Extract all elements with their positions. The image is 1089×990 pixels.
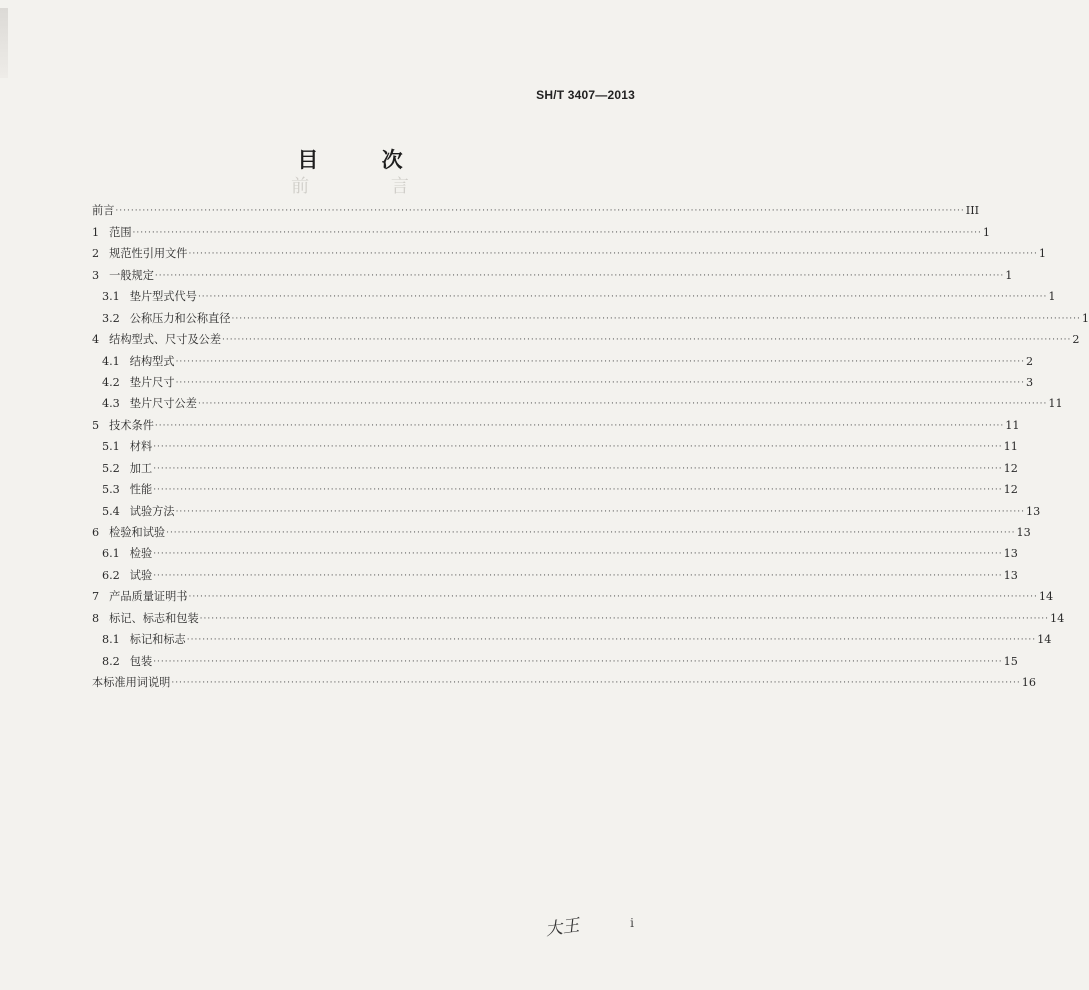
toc-entry-label: 垫片尺寸 xyxy=(129,375,175,389)
toc-entry-label: 包装 xyxy=(129,654,153,668)
page-folio: i xyxy=(630,916,634,930)
toc-entry[interactable] xyxy=(92,519,1031,540)
toc-entry-label: 技术条件 xyxy=(109,418,154,432)
toc-entry-label: 公称压力和公称直径 xyxy=(129,311,231,325)
toc-entry-page: 13 xyxy=(1025,504,1041,518)
toc-entry-label: 范围 xyxy=(109,225,132,239)
toc-title: 目 次 xyxy=(297,148,431,172)
toc-entry-number: 5.3 xyxy=(102,483,120,497)
toc-entry[interactable] xyxy=(92,347,1034,368)
bleed-through-title: 前 言 xyxy=(291,176,447,197)
toc-entry[interactable] xyxy=(92,561,1018,582)
toc-entry-page: 13 xyxy=(1003,547,1018,561)
toc-entry[interactable] xyxy=(92,497,1041,518)
toc-entry-label: 一般规定 xyxy=(109,268,154,282)
dot-leader: ···························································································································································································································· xyxy=(171,678,1021,689)
toc-entry[interactable] xyxy=(92,326,1080,347)
toc-entry[interactable] xyxy=(92,411,1020,432)
toc-entry[interactable] xyxy=(92,647,1018,668)
toc-entry-label: 检验 xyxy=(129,547,153,561)
dot-leader: ···························································································································································································································· xyxy=(197,292,1048,303)
toc-entry-number: 5.2 xyxy=(102,461,120,475)
toc-entry-number: 6.2 xyxy=(102,568,120,582)
toc-entry[interactable] xyxy=(92,540,1018,561)
toc-entry-label: 结构型式、尺寸及公差 xyxy=(109,333,222,347)
toc-entry-page: 14 xyxy=(1038,590,1054,604)
dot-leader: ···························································································································································································································· xyxy=(153,463,1003,474)
dot-leader: ···························································································································································································································· xyxy=(153,656,1003,667)
toc-entry-page: 2 xyxy=(1072,333,1080,347)
toc-entry-number: 8.2 xyxy=(102,654,120,668)
toc-entry[interactable] xyxy=(92,369,1034,390)
toc-entry-label: 材料 xyxy=(129,440,153,454)
toc-entry[interactable] xyxy=(92,669,1036,690)
dot-leader: ···························································································································································································································· xyxy=(175,356,1025,367)
toc-entry[interactable] xyxy=(92,583,1054,604)
toc-entry-page: 13 xyxy=(1016,526,1031,539)
toc-entry-number: 4.2 xyxy=(102,375,120,389)
toc-entry[interactable] xyxy=(92,604,1065,625)
toc-entry-label: 前言 xyxy=(92,204,115,218)
dot-leader: ···························································································································································································································· xyxy=(153,442,1003,453)
toc-entry-label: 标记和标志 xyxy=(129,633,186,647)
toc-entry-label: 产品质量证明书 xyxy=(109,590,188,604)
toc-entry-number: 7 xyxy=(92,590,100,604)
toc-entry-number: 5.1 xyxy=(102,440,120,454)
toc-entry-page: 1 xyxy=(982,225,991,239)
toc-entry-number: 5 xyxy=(92,418,100,432)
toc-entry-label: 试验 xyxy=(129,568,153,582)
toc-entry-page: 12 xyxy=(1003,483,1018,497)
toc-entry-number: 1 xyxy=(92,225,100,239)
toc-entry-number: 4 xyxy=(92,333,100,347)
toc-entry-page: 11 xyxy=(1003,440,1018,454)
toc-entry-page: 1 xyxy=(1081,311,1089,325)
toc-entry-number: 4.3 xyxy=(102,397,120,411)
toc-entry-number: 5.4 xyxy=(102,504,120,518)
toc-entry-page: 14 xyxy=(1037,633,1052,647)
dot-leader: ···························································································································································································································· xyxy=(115,206,965,217)
toc-entry[interactable] xyxy=(92,240,1046,261)
dot-leader: ···························································································································································································································· xyxy=(199,613,1050,624)
toc-entry[interactable] xyxy=(92,283,1056,304)
dot-leader: ···························································································································································································································· xyxy=(154,420,1005,431)
toc-entry-number: 6 xyxy=(92,526,100,539)
dot-leader: ···························································································································································································································· xyxy=(166,528,1016,538)
dot-leader: ···························································································································································································································· xyxy=(153,570,1003,581)
dot-leader: ···························································································································································································································· xyxy=(153,485,1003,496)
toc-entry-number: 2 xyxy=(92,247,100,261)
table-of-contents xyxy=(92,197,1089,690)
toc-entry-number: 3.1 xyxy=(102,290,120,304)
toc-entry-label: 试验方法 xyxy=(129,504,175,518)
scan-edge-shadow xyxy=(0,8,8,78)
handwritten-signature: 大王 xyxy=(544,915,581,941)
toc-entry-page: 13 xyxy=(1003,568,1018,582)
toc-entry-number: 6.1 xyxy=(102,547,120,561)
toc-entry[interactable] xyxy=(92,476,1018,497)
toc-entry[interactable] xyxy=(92,218,991,239)
toc-entry-page: 14 xyxy=(1050,611,1065,625)
toc-entry-page: 1 xyxy=(1048,290,1056,304)
dot-leader: ···························································································································································································································· xyxy=(132,227,982,238)
toc-entry-page: 1 xyxy=(1038,247,1046,261)
toc-entry-label: 性能 xyxy=(129,483,153,497)
toc-entry[interactable] xyxy=(92,626,1052,647)
toc-entry-page: 1 xyxy=(1005,268,1013,282)
toc-entry-number: 3 xyxy=(92,268,100,282)
toc-entry-label: 标记、标志和包装 xyxy=(109,611,199,625)
toc-entry-label: 加工 xyxy=(129,461,153,475)
toc-entry-number: 4.1 xyxy=(102,354,120,368)
toc-entry[interactable] xyxy=(92,197,980,218)
dot-leader: ···························································································································································································································· xyxy=(188,592,1038,603)
dot-leader: ···························································································································································································································· xyxy=(222,335,1072,346)
toc-entry-page: 11 xyxy=(1048,397,1063,411)
toc-entry-page: 11 xyxy=(1005,418,1020,432)
toc-entry[interactable] xyxy=(92,304,1089,325)
dot-leader: ···························································································································································································································· xyxy=(186,635,1037,646)
dot-leader: ···························································································································································································································· xyxy=(188,249,1038,260)
toc-entry[interactable] xyxy=(92,433,1018,454)
toc-entry-page: 16 xyxy=(1021,676,1036,690)
toc-entry-label: 垫片尺寸公差 xyxy=(129,397,197,411)
dot-leader: ···························································································································································································································· xyxy=(154,270,1005,281)
toc-entry-number: 8.1 xyxy=(102,633,120,647)
toc-entry-page: 15 xyxy=(1003,654,1018,668)
toc-entry[interactable] xyxy=(92,454,1018,475)
standard-code: SH/T 3407—2013 xyxy=(536,88,635,102)
dot-leader: ···························································································································································································································· xyxy=(197,399,1048,410)
toc-entry-label: 本标准用词说明 xyxy=(92,676,171,690)
toc-entry-number: 3.2 xyxy=(102,311,120,325)
dot-leader: ···························································································································································································································· xyxy=(175,506,1025,517)
toc-entry[interactable] xyxy=(92,261,1013,282)
toc-entry-number: 8 xyxy=(92,611,100,625)
dot-leader: ···························································································································································································································· xyxy=(231,313,1081,324)
toc-entry-page: 12 xyxy=(1003,461,1018,475)
toc-entry-page: III xyxy=(965,204,980,218)
toc-entry-label: 垫片型式代号 xyxy=(129,290,197,304)
toc-entry-page: 2 xyxy=(1025,354,1034,368)
toc-entry[interactable] xyxy=(92,390,1063,411)
toc-entry-label: 检验和试验 xyxy=(109,526,166,539)
dot-leader: ···························································································································································································································· xyxy=(175,377,1025,388)
dot-leader: ···························································································································································································································· xyxy=(153,549,1003,560)
toc-entry-page: 3 xyxy=(1025,375,1034,389)
toc-entry-label: 规范性引用文件 xyxy=(109,247,188,261)
toc-entry-label: 结构型式 xyxy=(129,354,175,368)
